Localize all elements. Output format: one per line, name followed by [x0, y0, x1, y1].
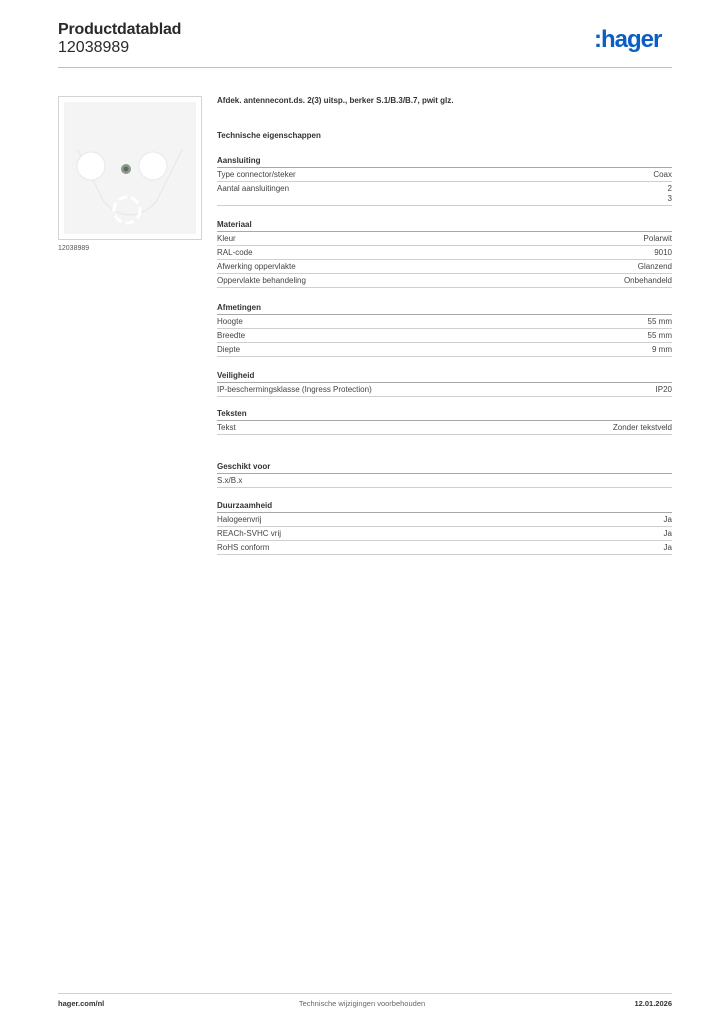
- footer-disclaimer: Technische wijzigingen voorbehouden: [298, 999, 426, 1008]
- table-row: [217, 182, 672, 206]
- table-row: [217, 315, 672, 329]
- section-title: Teksten: [217, 408, 672, 421]
- header-divider: [58, 67, 672, 68]
- table-row: [217, 274, 672, 288]
- section-title: Aansluiting: [217, 155, 672, 168]
- table-row: [217, 168, 672, 182]
- row-value: [668, 184, 672, 204]
- section-title: Materiaal: [217, 219, 672, 232]
- footer-date: 12.01.2026: [634, 999, 672, 1008]
- row-value: Onbehandeld: [623, 276, 672, 285]
- row-label: Hoogte: [217, 317, 243, 326]
- row-label: S.x/B.x: [217, 476, 243, 485]
- table-row: [217, 527, 672, 541]
- section-title: Duurzaamheid: [217, 500, 672, 513]
- row-value: 55 mm: [647, 331, 672, 340]
- image-caption: 12038989: [58, 245, 90, 252]
- table-row: [217, 421, 672, 435]
- section-teksten: [217, 408, 672, 435]
- row-value: Polarwit: [643, 234, 672, 243]
- row-value: 55 mm: [647, 317, 672, 326]
- section-afmetingen: [217, 302, 672, 357]
- table-row: [217, 474, 672, 488]
- row-label: Kleur: [217, 234, 236, 243]
- table-row: [217, 329, 672, 343]
- table-row: [217, 513, 672, 527]
- table-row: [217, 260, 672, 274]
- row-label: Type connector/steker: [217, 170, 296, 179]
- row-label: Aantal aansluitingen: [217, 184, 290, 193]
- row-label: Breedte: [217, 331, 246, 340]
- footer-website-link[interactable]: hager.com/nl: [58, 999, 105, 1008]
- section-duurzaamheid: [217, 500, 672, 555]
- row-label: Afwerking oppervlakte: [217, 262, 296, 271]
- product-image: [58, 96, 202, 240]
- table-row: [217, 246, 672, 260]
- row-label: RAL-code: [217, 248, 253, 257]
- product-image-background: [64, 102, 196, 234]
- row-label: IP-beschermingsklasse (Ingress Protection): [217, 385, 372, 394]
- section-geschikt-voor: [217, 461, 672, 488]
- row-label: Diepte: [217, 345, 241, 354]
- table-row: [217, 343, 672, 357]
- table-row: [217, 383, 672, 397]
- row-label: Halogeenvrij: [217, 515, 262, 524]
- row-value: 9010: [654, 248, 672, 257]
- product-number: 12038989: [58, 39, 130, 56]
- section-aansluiting: [217, 155, 672, 206]
- section-title: Afmetingen: [217, 302, 672, 315]
- hager-logo[interactable]: :hager: [594, 26, 662, 53]
- row-value: Ja: [663, 543, 672, 552]
- technical-properties-heading: Technische eigenschappen: [217, 131, 321, 140]
- row-value-line: 3: [667, 194, 672, 203]
- table-row: [217, 232, 672, 246]
- row-value: IP20: [655, 385, 672, 394]
- section-veiligheid: [217, 370, 672, 397]
- section-title: Geschikt voor: [217, 461, 672, 474]
- row-label: Tekst: [217, 423, 236, 432]
- antenna-cover-illustration: [64, 102, 196, 234]
- row-value: Zonder tekstveld: [612, 423, 672, 432]
- row-value: Glanzend: [637, 262, 672, 271]
- row-value: 9 mm: [652, 345, 672, 354]
- footer-divider: [58, 993, 672, 994]
- row-label: Oppervlakte behandeling: [217, 276, 306, 285]
- row-label: REACh-SVHC vrij: [217, 529, 282, 538]
- row-value: Ja: [663, 515, 672, 524]
- page-title: Productdatablad: [58, 21, 182, 38]
- product-title: Afdek. antennecont.ds. 2(3) uitsp., berker S.1/B.3/B.7, pwit glz.: [217, 96, 454, 105]
- row-label: RoHS conform: [217, 543, 270, 552]
- section-title: Veiligheid: [217, 370, 672, 383]
- row-value: Coax: [653, 170, 672, 179]
- section-materiaal: [217, 219, 672, 288]
- row-value: Ja: [663, 529, 672, 538]
- row-value-line: 2: [667, 184, 672, 193]
- table-row: [217, 541, 672, 555]
